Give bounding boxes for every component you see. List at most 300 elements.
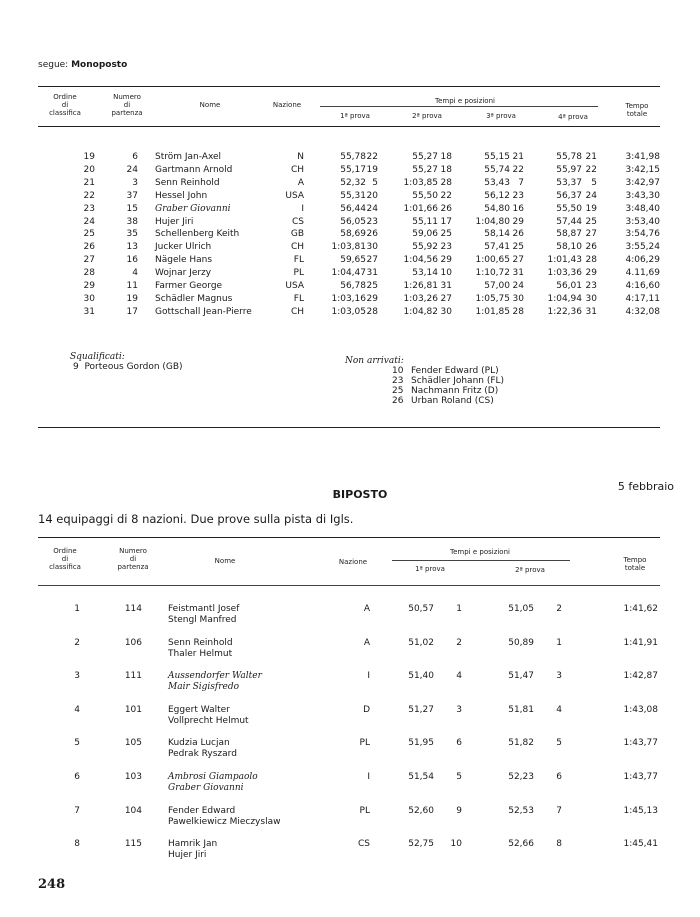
cell-r1: 59,65 (340, 255, 366, 266)
cell-r1: 1:03,16 (331, 293, 366, 304)
cell-name: Hessel John (155, 190, 208, 201)
cell-r2: 55,27 (412, 152, 438, 162)
header-text: totale (624, 564, 646, 572)
cell-num: 16 (126, 255, 138, 266)
cell-p4: 22 (585, 164, 597, 175)
cell-p2: 31 (440, 281, 452, 291)
cell-p3: 21 (512, 152, 524, 162)
table-row (0, 216, 700, 229)
cell-num: 15 (126, 203, 138, 214)
cell-name1: Senn Reinhold (168, 637, 233, 648)
cell-nat: D (363, 704, 370, 715)
cell-p3: 28 (512, 306, 524, 317)
table-row (0, 839, 700, 863)
cell-total: 1:43,08 (623, 704, 658, 715)
cell-nat: PL (359, 738, 370, 749)
cell-r1: 51,40 (408, 671, 434, 682)
item-text: Fender Edward (PL) (411, 366, 499, 376)
cell-p4: 26 (585, 242, 597, 253)
cell-nat: PL (293, 268, 304, 279)
item-number: 10 (392, 366, 404, 376)
cell-total: 1:43,77 (623, 772, 658, 782)
non-arrivati-item (392, 396, 504, 406)
cell-p2: 10 (440, 268, 452, 279)
cell-total: 1:43,77 (623, 738, 658, 749)
cell-name: Gottschall Jean-Pierre (155, 306, 252, 317)
cell-r2: 51,82 (508, 738, 534, 749)
cell-name2: Stengl Manfred (168, 615, 237, 625)
table-row (0, 306, 700, 319)
cell-pos: 25 (83, 229, 95, 240)
cell-name2: Hujer Jiri (168, 850, 207, 861)
table-row (0, 806, 700, 830)
cell-pos: 2 (74, 637, 80, 648)
table-row (0, 280, 700, 293)
cell-p4: 23 (585, 281, 597, 291)
cell-r1: 51,02 (408, 637, 434, 648)
non-arrivati-title: Non arrivati: (345, 356, 404, 366)
cell-name1: Feistmantl Josef (168, 604, 240, 614)
cell-r2: 55,11 (412, 216, 438, 227)
cell-name2: Thaler Helmut (168, 648, 233, 659)
cell-p1: 29 (366, 293, 378, 304)
cell-p2: 27 (440, 293, 452, 304)
cell-pos: 3 (74, 671, 80, 682)
cell-pos: 1 (74, 604, 80, 614)
cell-total: 3:43,30 (625, 190, 660, 201)
cell-r4: 55,97 (556, 164, 582, 175)
continuation-title: Monoposto (71, 60, 128, 70)
continuation-heading (38, 60, 127, 70)
cell-p4: 24 (585, 190, 597, 201)
squalificati-title: Squalificati: (70, 352, 125, 362)
cell-num: 19 (126, 293, 138, 304)
header-text: Tempo (625, 102, 649, 110)
cell-p2: 25 (440, 229, 452, 240)
cell-num: 17 (126, 306, 138, 317)
cell-name: Schellenberg Keith (155, 229, 240, 240)
cell-nat: FL (293, 255, 304, 266)
item-text: Nachmann Fritz (D) (411, 386, 499, 396)
cell-name2: Vollprecht Helmut (168, 715, 249, 726)
cell-p4: 27 (585, 229, 597, 240)
cell-name: Graber Giovanni (155, 203, 231, 214)
cell-r3: 1:10,72 (475, 268, 510, 279)
cell-p4: 28 (585, 255, 597, 266)
cell-num: 111 (124, 671, 142, 682)
cell-r3: 1:04,80 (475, 216, 510, 227)
table-row (0, 738, 700, 762)
cell-r2: 1:03,85 (403, 177, 438, 188)
cell-r2: 1:04,82 (403, 306, 438, 317)
cell-r4: 1:03,36 (547, 268, 582, 279)
cell-total: 3:55,24 (625, 242, 660, 253)
cell-r4: 1:04,94 (547, 293, 582, 304)
table-row (0, 671, 700, 695)
cell-name2: Graber Giovanni (168, 783, 244, 793)
cell-r1: 50,57 (408, 604, 434, 614)
table-row (0, 254, 700, 267)
cell-r4: 55,78 (556, 152, 582, 162)
cell-p1: 23 (366, 216, 378, 227)
cell-p3: 26 (512, 229, 524, 240)
cell-name1: Fender Edward (168, 805, 236, 816)
cell-num: 105 (124, 738, 142, 749)
cell-name1: Ambrosi Giampaolo (168, 772, 258, 782)
cell-num: 4 (132, 268, 138, 279)
cell-p1: 9 (456, 805, 462, 816)
table-row (0, 638, 700, 662)
cell-num: 37 (126, 190, 138, 201)
cell-r2: 51,81 (508, 704, 534, 715)
cell-num: 13 (126, 242, 138, 253)
cell-r4: 56,37 (556, 190, 582, 201)
cell-r3: 53,43 (484, 177, 510, 188)
header-text: classifica (49, 563, 81, 571)
cell-r2: 51,05 (508, 604, 534, 614)
cell-p3: 16 (512, 203, 524, 214)
cell-p1: 6 (456, 738, 462, 749)
cell-nat: A (363, 637, 370, 648)
cell-nat: I (301, 203, 304, 214)
cell-r3: 55,15 (484, 152, 510, 162)
cell-num: 101 (124, 704, 142, 715)
cell-pos: 19 (83, 152, 95, 162)
cell-nat: N (297, 152, 304, 162)
cell-p3: 25 (512, 242, 524, 253)
cell-name: Hujer Jiri (155, 216, 194, 227)
cell-r2: 1:26,81 (403, 281, 438, 291)
table-row (0, 267, 700, 280)
cell-r1: 55,78 (340, 152, 366, 162)
non-arrivati-item (392, 376, 504, 386)
header-nome: Nome (214, 557, 236, 565)
cell-num: 35 (126, 229, 138, 240)
cell-r2: 52,23 (508, 772, 534, 782)
cell-num: 106 (124, 637, 142, 648)
cell-p1: 28 (366, 306, 378, 317)
cell-name2: Pawelkiewicz Mieczyslaw (168, 816, 281, 827)
cell-r2: 52,66 (508, 839, 534, 850)
cell-pos: 22 (83, 190, 95, 201)
cell-num: 3 (132, 177, 138, 188)
header-tempi: Tempi e posizioni (435, 97, 495, 105)
cell-r2: 55,92 (412, 242, 438, 253)
cell-name: Wojnar Jerzy (155, 268, 212, 279)
header-text: partenza (117, 563, 149, 571)
cell-total: 1:42,87 (623, 671, 658, 682)
cell-r2: 55,50 (412, 190, 438, 201)
header-text: Ordine (53, 547, 77, 555)
cell-r1: 1:04,47 (331, 268, 366, 279)
non-arrivati-list (345, 366, 504, 406)
page-number: 248 (38, 877, 66, 892)
header-text: di (61, 101, 69, 109)
cell-pos: 28 (83, 268, 95, 279)
cell-r4: 58,87 (556, 229, 582, 240)
cell-pos: 5 (74, 738, 80, 749)
cell-p4: 21 (585, 152, 597, 162)
cell-p1: 30 (366, 242, 378, 253)
cell-name: Gartmann Arnold (155, 164, 233, 175)
header-nazione: Nazione (272, 101, 302, 109)
cell-name: Ström Jan-Axel (155, 152, 222, 162)
cell-pos: 4 (74, 704, 80, 715)
cell-p2: 17 (440, 216, 452, 227)
cell-total: 3:41,98 (625, 152, 660, 162)
table-top-rule (38, 86, 660, 87)
cell-r4: 1:22,36 (547, 306, 582, 317)
cell-pos: 29 (83, 281, 95, 291)
cell-p2: 29 (440, 255, 452, 266)
cell-r3: 1:01,85 (475, 306, 510, 317)
cell-p1: 1 (456, 604, 462, 614)
cell-p2: 26 (440, 203, 452, 214)
cell-pos: 24 (83, 216, 95, 227)
cell-name1: Kudzia Lucjan (168, 738, 230, 749)
cell-num: 6 (132, 152, 138, 162)
cell-p1: 25 (366, 281, 378, 291)
cell-total: 1:45,13 (623, 805, 658, 816)
cell-p3: 29 (512, 216, 524, 227)
cell-total: 3:42,15 (625, 164, 660, 175)
header-ordine (40, 93, 90, 117)
squalificati-block (70, 352, 183, 372)
cell-p3: 31 (512, 268, 524, 279)
cell-p2: 7 (556, 805, 562, 816)
cell-name: Farmer George (155, 281, 223, 291)
cell-p3: 7 (518, 177, 524, 188)
header-text: partenza (111, 109, 143, 117)
cell-p3: 23 (512, 190, 524, 201)
cell-p2: 8 (556, 839, 562, 850)
cell-p3: 30 (512, 293, 524, 304)
table-row (0, 705, 700, 729)
cell-r2: 53,14 (412, 268, 438, 279)
cell-p4: 5 (591, 177, 597, 188)
cell-p1: 24 (366, 203, 378, 214)
cell-pos: 26 (83, 242, 95, 253)
header-numero (108, 547, 158, 571)
cell-r4: 1:01,43 (547, 255, 582, 266)
non-arrivati-block (345, 356, 504, 406)
cell-r3: 57,00 (484, 281, 510, 291)
cell-p1: 10 (450, 839, 462, 850)
cell-r3: 54,80 (484, 203, 510, 214)
header-prova-2: 2ª prova (412, 112, 442, 120)
header-prova-4: 4ª prova (558, 113, 588, 121)
cell-r2: 1:03,26 (403, 293, 438, 304)
table-row (0, 151, 700, 164)
cell-p2: 28 (440, 177, 452, 188)
non-arrivati-item (392, 386, 504, 396)
header-ordine (40, 547, 90, 571)
cell-r2: 52,53 (508, 805, 534, 816)
cell-nat: USA (285, 281, 304, 291)
cell-num: 114 (124, 604, 142, 614)
cell-pos: 27 (83, 255, 95, 266)
cell-p2: 4 (556, 704, 562, 715)
cell-p3: 24 (512, 281, 524, 291)
header-prova-1: 1ª prova (340, 112, 370, 120)
cell-r1: 56,05 (340, 216, 366, 227)
cell-p3: 27 (512, 255, 524, 266)
cell-r4: 53,37 (556, 177, 582, 188)
header-text: totale (626, 110, 648, 118)
header-nome: Nome (199, 101, 221, 109)
cell-r1: 52,60 (408, 805, 434, 816)
cell-nat: A (297, 177, 304, 188)
table-row (0, 190, 700, 203)
cell-nat: CS (292, 216, 304, 227)
header-text: Numero (119, 547, 147, 555)
cell-r4: 56,01 (556, 281, 582, 291)
header-text: classifica (49, 109, 81, 117)
header-totale (610, 556, 660, 572)
item-text: Urban Roland (CS) (411, 396, 494, 406)
header-numero (102, 93, 152, 117)
cell-r3: 56,12 (484, 190, 510, 201)
header-prova-2: 2ª prova (515, 566, 545, 574)
cell-p2: 5 (556, 738, 562, 749)
table-row (0, 228, 700, 241)
cell-r3: 1:00,65 (475, 255, 510, 266)
cell-r1: 56,44 (340, 203, 366, 214)
cell-p1: 31 (366, 268, 378, 279)
header-text: di (61, 555, 69, 563)
cell-r2: 50,89 (508, 637, 534, 648)
section-title: BIPOSTO (332, 488, 388, 501)
cell-p2: 6 (556, 772, 562, 782)
cell-p1: 19 (366, 164, 378, 175)
table-row (0, 604, 700, 628)
header-text: Ordine (53, 93, 77, 101)
cell-nat: CH (290, 306, 304, 317)
cell-r2: 59,06 (412, 229, 438, 240)
cell-p4: 25 (585, 216, 597, 227)
cell-name: Schädler Magnus (155, 293, 233, 304)
cell-total: 3:54,76 (625, 229, 660, 240)
table-row (0, 164, 700, 177)
cell-r4: 55,50 (556, 203, 582, 214)
cell-p2: 3 (556, 671, 562, 682)
cell-pos: 8 (74, 839, 80, 850)
cell-nat: GB (290, 229, 304, 240)
cell-r1: 52,75 (408, 839, 434, 850)
cell-nat: FL (293, 293, 304, 304)
cell-total: 3:48,40 (625, 203, 660, 214)
cell-total: 1:41,91 (623, 637, 658, 648)
cell-r4: 57,44 (556, 216, 582, 227)
cell-pos: 7 (74, 805, 80, 816)
cell-total: 3:42,97 (625, 177, 660, 188)
cell-pos: 21 (83, 177, 95, 188)
header-text: di (129, 555, 137, 563)
cell-p2: 1 (556, 637, 562, 648)
cell-r3: 1:05,75 (475, 293, 510, 304)
cell-num: 103 (124, 772, 142, 782)
table-row (0, 293, 700, 306)
cell-nat: USA (285, 190, 304, 201)
item-number: 25 (392, 386, 404, 396)
cell-name: Nägele Hans (155, 255, 213, 266)
cell-r1: 51,27 (408, 704, 434, 715)
cell-r4: 58,10 (556, 242, 582, 253)
cell-num: 115 (124, 839, 142, 850)
header-text: Numero (113, 93, 141, 101)
biposto-table-top-rule (38, 537, 660, 538)
cell-nat: CH (290, 242, 304, 253)
cell-nat: I (367, 772, 370, 782)
cell-pos: 6 (74, 772, 80, 782)
cell-p1: 26 (366, 229, 378, 240)
cell-p1: 3 (456, 704, 462, 715)
cell-nat: A (363, 604, 370, 614)
cell-p2: 18 (440, 164, 452, 175)
cell-name: Jucker Ulrich (155, 242, 212, 253)
header-sub-rule (320, 106, 598, 107)
cell-p1: 2 (456, 637, 462, 648)
cell-name: Senn Reinhold (155, 177, 220, 188)
cell-r2: 1:01,66 (403, 203, 438, 214)
cell-pos: 31 (83, 306, 95, 317)
cell-r2: 1:04,56 (403, 255, 438, 266)
cell-r3: 58,14 (484, 229, 510, 240)
cell-pos: 20 (83, 164, 95, 175)
continuation-label: segue: (38, 60, 69, 70)
cell-num: 11 (126, 281, 138, 291)
cell-r1: 58,69 (340, 229, 366, 240)
header-text: di (123, 101, 131, 109)
cell-p1: 22 (366, 152, 378, 162)
cell-total: 4:16,60 (625, 281, 660, 291)
cell-p2: 2 (556, 604, 562, 614)
cell-p1: 5 (456, 772, 462, 782)
cell-name2: Mair Sigisfredo (168, 682, 240, 693)
cell-p1: 4 (456, 671, 462, 682)
item-text: Schädler Johann (FL) (411, 376, 505, 386)
header-sub-rule (392, 560, 570, 561)
item-number: 23 (392, 376, 404, 386)
event-date: 5 febbraio (617, 480, 674, 493)
cell-r2: 51,47 (508, 671, 534, 682)
cell-r1: 1:03,05 (331, 306, 366, 317)
cell-total: 4:32,08 (625, 306, 660, 317)
cell-name1: Eggert Walter (168, 704, 230, 715)
table-row (0, 203, 700, 216)
section-intro: 14 equipaggi di 8 nazioni. Due prove sulla pista di Igls. (38, 512, 354, 526)
cell-r1: 1:03,81 (331, 242, 366, 253)
cell-total: 4:06,29 (625, 255, 660, 266)
header-text: Tempo (623, 556, 647, 564)
cell-r1: 55,17 (340, 164, 366, 175)
cell-r1: 56,78 (340, 281, 366, 291)
cell-num: 24 (126, 164, 138, 175)
cell-total: 1:45,41 (623, 839, 658, 850)
section-divider (38, 427, 660, 428)
cell-p1: 27 (366, 255, 378, 266)
cell-p3: 22 (512, 164, 524, 175)
biposto-header-bottom-rule (38, 585, 660, 586)
cell-p4: 31 (585, 306, 597, 317)
item-number: 26 (392, 396, 404, 406)
table-row (0, 241, 700, 254)
cell-p4: 19 (585, 203, 597, 214)
squalificati-item: 9 Porteous Gordon (GB) (73, 362, 183, 372)
cell-p2: 18 (440, 152, 452, 162)
header-totale (612, 102, 662, 118)
cell-p2: 22 (440, 190, 452, 201)
